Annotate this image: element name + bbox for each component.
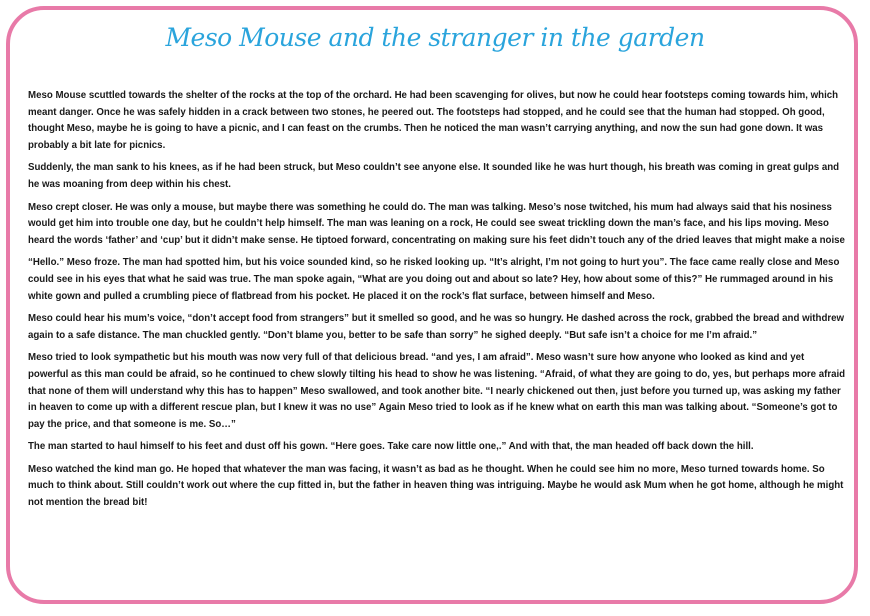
paragraph-6: Meso tried to look sympathetic but his mouth was now very full of that delicious bread. “and yes, I am afraid”. Meso wasn’t sure how anyone who looked as kind and yet powerful as this man could be afraid, so he continued to chew slowly tilting his head to show he was listening. “Afraid, of what they are going to do, yes, but perhaps more afraid that none of them will understand why this has to happen” Meso swallowed, and took another bite. “I nearly chickened out then, just before you turned up, was asking my father in heaven to come up with a different rescue plan, but I knew it was no use” Again Meso tried to look as if he knew what on earth this man was talking about. “Someone’s got to pay the price, and that someone is me. So…” xyxy=(28,352,846,430)
paragraph-8: Meso watched the kind man go. He hoped that whatever the man was facing, it wasn’t as bad as he thought. When he could see him no more, Meso turned towards home. So much to think about. Still couldn’t work out where the cup fitted in, but the father in heaven thing was intriguing. Maybe he would ask Mum when he got home, although he might not mention the bread bit! xyxy=(28,463,844,509)
paragraph-2: Suddenly, the man sank to his knees, as if he had been struck, but Meso couldn’t see anyone else. It sounded like he was hurt though, his breath was coming in great gulps and he was moaning from deep within his chest. xyxy=(28,162,840,190)
story-title: Meso Mouse and the stranger in the garden xyxy=(165,23,705,52)
paragraph-3: Meso crept closer. He was only a mouse, but maybe there was something he could do. The man was talking. Meso’s nose twitched, his mum had always said that his nosiness would get him into trouble one day, but he couldn’t help himself. The man was leaning on a rock, He could see sweat trickling down the man’s face, and his lips moving. Meso heard the words ‘father’ and ‘cup’ but it didn’t make sense. He tiptoed forward, concentrating on making sure his feet didn’t touch any of the dried leaves that might make a noise xyxy=(28,201,845,246)
story-body xyxy=(28,88,846,518)
paragraph-7: The man started to haul himself to his feet and dust off his gown. “Here goes. Take care now little one,.” And with that, the man headed off back down the hill. xyxy=(28,441,754,453)
paragraph-5: Meso could hear his mum’s voice, “don’t accept food from strangers” but it smelled so good, and he was so hungry. He dashed across the rock, grabbed the bread and withdrew again to a safe distance. The man chuckled gently. “Don’t blame you, better to be safe than sorry” he sighed deeply. “But safe isn’t a choice for me I’m afraid.” xyxy=(28,313,845,341)
paragraph-1: Meso Mouse scuttled towards the shelter of the rocks at the top of the orchard. He had been scavenging for olives, but now he could hear footsteps coming towards him, which meant danger. Once he was safely hidden in a crack between two stones, he peered out. The footsteps had stopped, and he could see that the human had stopped. Oh good, thought Meso, maybe he is going to have a picnic, and I can feast on the crumbs. Then he noticed the man wasn’t carrying anything, and now the sun had gone down. It was probably a bit late for picnics. xyxy=(28,90,839,151)
paragraph-4: “Hello.” Meso froze. The man had spotted him, but his voice sounded kind, so he risked looking up. “It’s alright, I’m not going to hurt you”. The face came really close and Meso could see in his eyes that what he said was true. The man spoke again, “What are you doing out and about so late? Hey, how about some of this?” He rummaged around in his white gown and pulled a crumbling piece of flatbread from his pocket. He placed it on the rock’s flat surface, between himself and Meso. xyxy=(28,257,840,302)
